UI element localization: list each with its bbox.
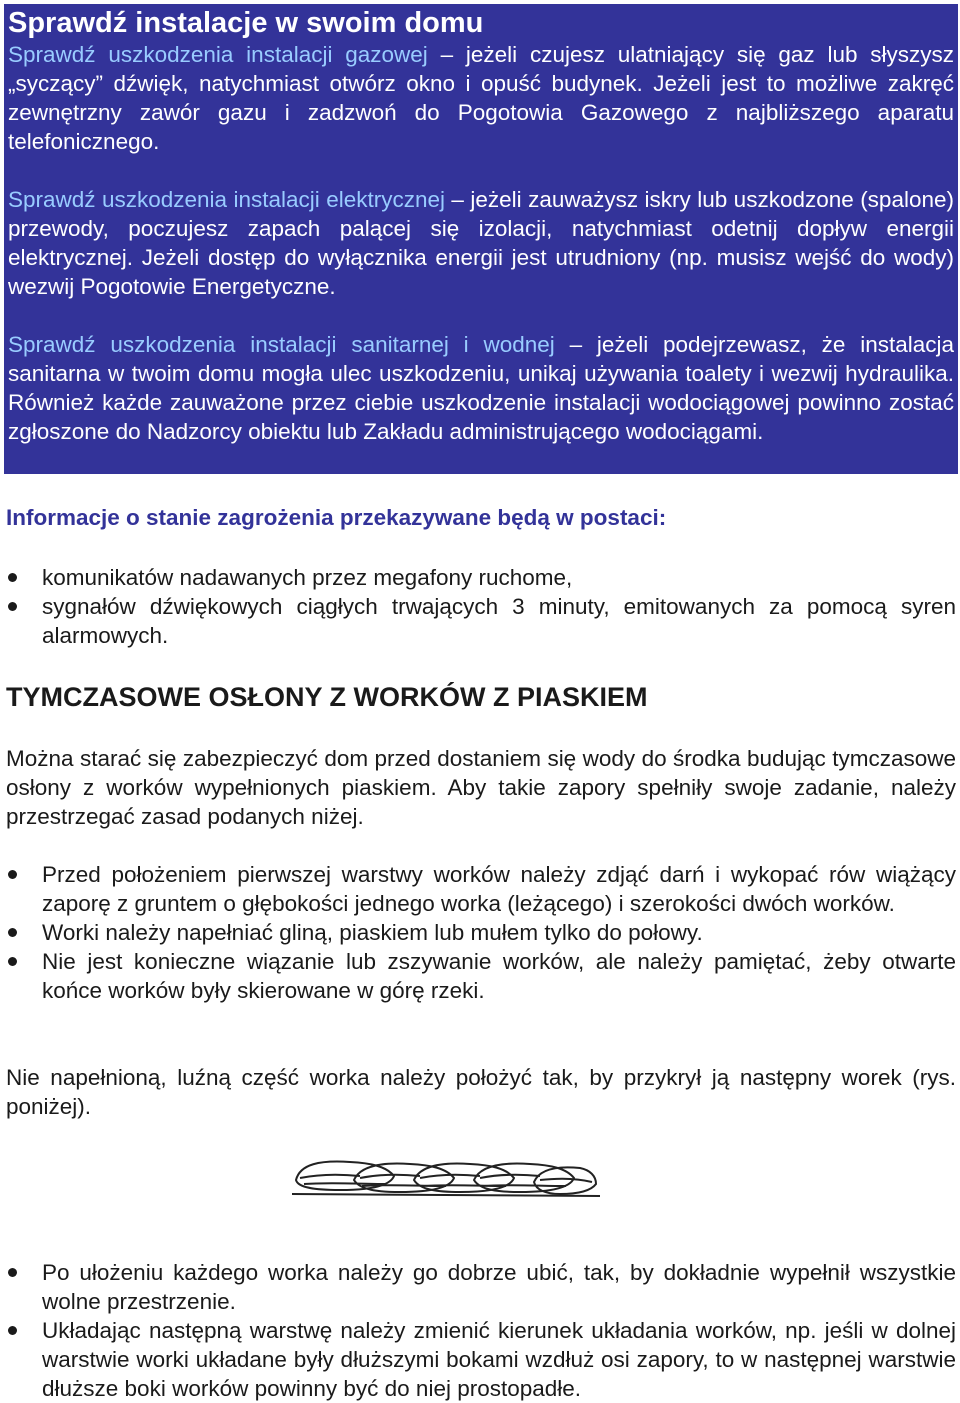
gas-paragraph — [8, 40, 954, 156]
list-item: Worki należy napełniać gliną, piaskiem lub mułem tylko do połowy. — [0, 918, 960, 947]
gas-lead: Sprawdź uszkodzenia instalacji gazowej — [8, 42, 428, 67]
box-title: Sprawdź instalacje w swoim domu — [8, 7, 484, 39]
sandbags-drawing-icon — [290, 1150, 602, 1202]
sanitary-lead: Sprawdź uszkodzenia instalacji sanitarnej i wodnej — [8, 332, 555, 357]
list-item: Przed położeniem pierwszej warstwy worków należy zdjąć darń i wykopać rów wiążący zaporę z gruntem o głębokości jednego worka (leżącego) i szerokości dwóch worków. — [0, 860, 960, 918]
list-item: Układając następną warstwę należy zmienić kierunek układania worków, np. jeśli w dolnej warstwie worki układane były dłuższymi bokami wzdłuż osi zapory, to w następnej warstwie dłuższe boki worków powinny być do niej prostopadłe. — [0, 1316, 960, 1403]
info-heading: Informacje o stanie zagrożenia przekazywane będą w postaci: — [6, 505, 667, 530]
section-heading: TYMCZASOWE OSŁONY Z WORKÓW Z PIASKIEM — [6, 682, 648, 712]
home-installations-box — [4, 4, 958, 474]
list-item: sygnałów dźwiękowych ciągłych trwających 3 minuty, emitowanych za pomocą syren alarmowych. — [0, 592, 960, 650]
sandbags-intro: Można starać się zabezpieczyć dom przed dostaniem się wody do środka budując tymczasowe osłony z worków wypełnionych piaskiem. Aby takie zapory spełniły swoje zadanie, należy przestrzegać zasad podanych niżej. — [6, 746, 956, 829]
list-item: Po ułożeniu każdego worka należy go dobrze ubić, tak, by dokładnie wypełnił wszystkie wolne przestrzenie. — [0, 1258, 960, 1316]
electric-paragraph — [8, 185, 954, 301]
electric-text: – jeżeli zauważysz iskry lub uszkodzone (spalone) przewody, poczujesz zapach palącej się izolacji, natychmiast odetnij dopływ energii elektrycznej. Jeżeli dostęp do wyłącznika energii jest utrudniony (np. musisz wejść do wody) wezwij Pogotowie Energetyczne. — [8, 187, 954, 299]
sanitary-paragraph — [8, 330, 954, 446]
electric-lead: Sprawdź uszkodzenia instalacji elektrycznej — [8, 187, 445, 212]
list-item: Nie jest konieczne wiązanie lub zszywanie worków, ale należy pamiętać, żeby otwarte końce worków były skierowane w górę rzeki. — [0, 947, 960, 1005]
info-list — [0, 563, 960, 650]
bullet-icon — [8, 602, 17, 611]
sanitary-text: – jeżeli podejrzewasz, że instalacja sanitarna w twoim domu mogła ulec uszkodzeniu, unikaj używania toalety i wezwij hydraulika. Również każde zauważone przez ciebie uszkodzenie instalacji wodociągowej powinno zostać zgłoszone do Nadzorcy obiektu lub Zakładu administrującego wodociągami. — [8, 332, 954, 444]
bullet-icon — [8, 870, 17, 879]
bullet-icon — [8, 957, 17, 966]
sandbags-note: Nie napełnioną, luźną część worka należy położyć tak, by przykrył ją następny worek (rys. poniżej). — [6, 1065, 956, 1119]
bullet-icon — [8, 928, 17, 937]
sandbags-more-rules-list — [0, 1258, 960, 1403]
bullet-icon — [8, 573, 17, 582]
sandbags-rules-list — [0, 860, 960, 1005]
bullet-icon — [8, 1326, 17, 1335]
list-item: komunikatów nadawanych przez megafony ruchome, — [0, 563, 960, 592]
gas-text: – jeżeli czujesz ulatniający się gaz lub słyszysz „syczący” dźwięk, natychmiast otwórz okno i opuść budynek. Jeżeli jest to możliwe zakręć zewnętrzny zawór gazu i zadzwoń do Pogotowia Gazowego z najbliższego aparatu telefonicznego. — [8, 42, 955, 154]
bullet-icon — [8, 1268, 17, 1277]
